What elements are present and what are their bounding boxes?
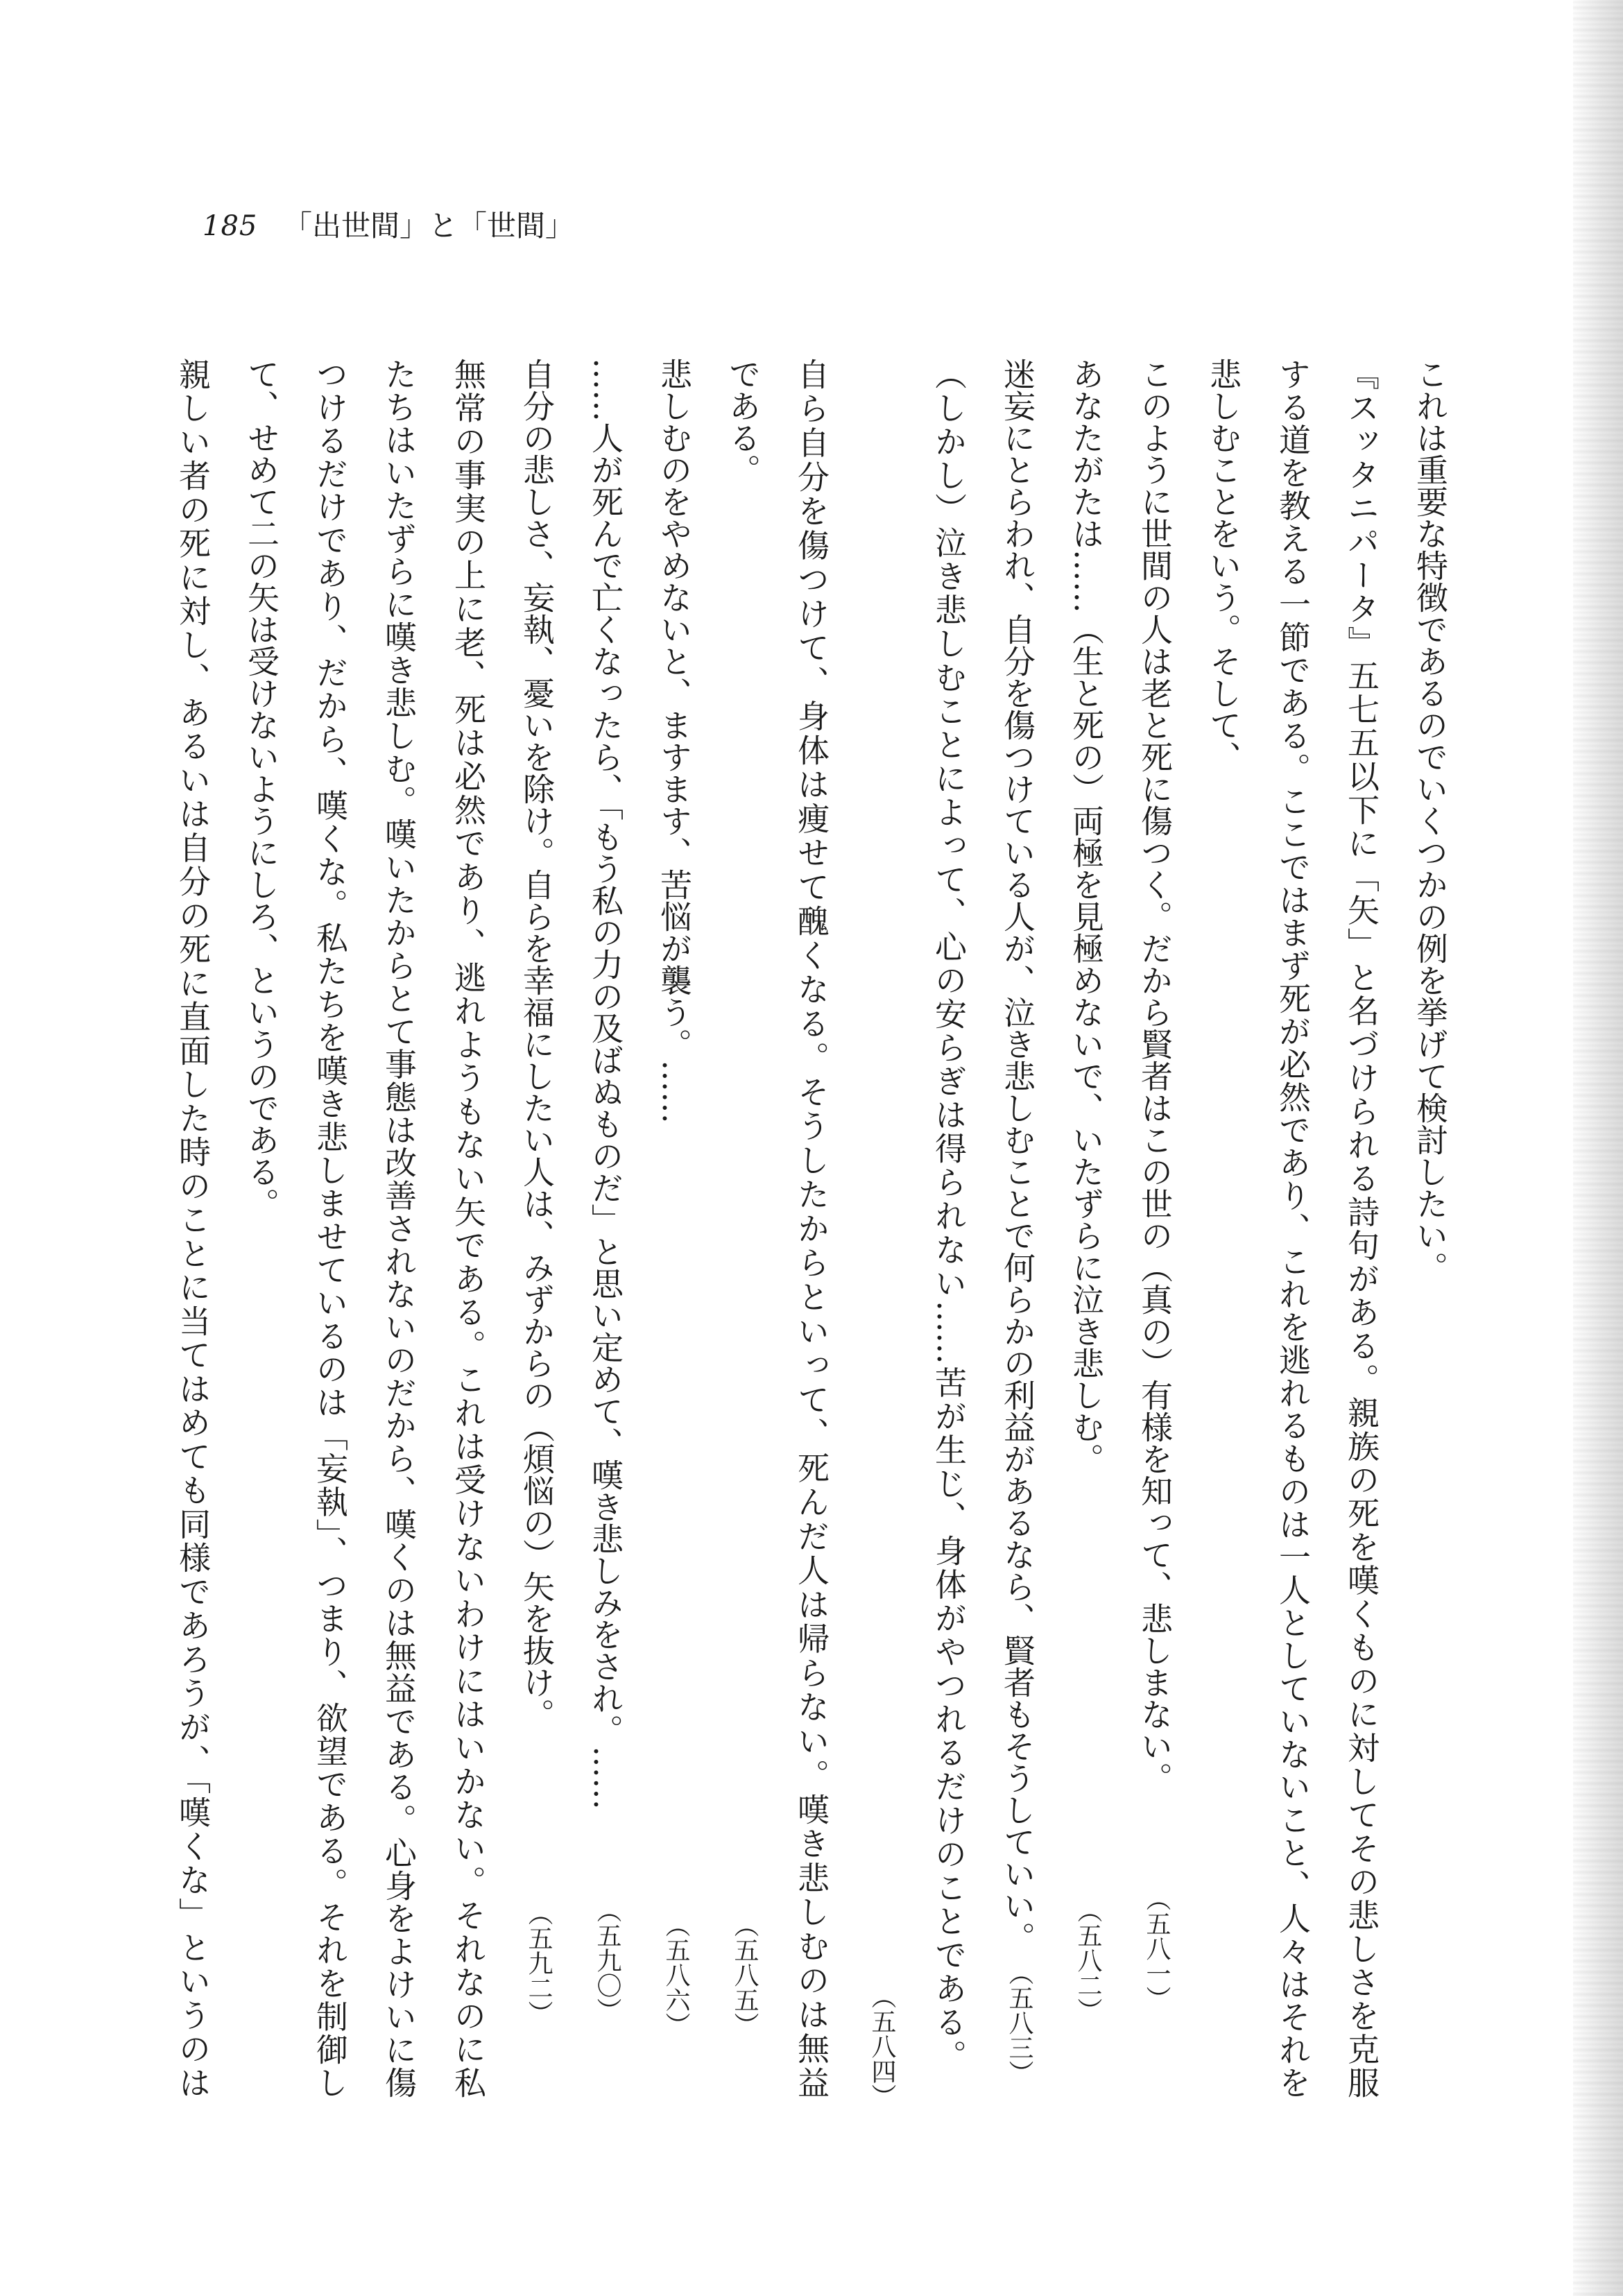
page-number: 185 xyxy=(203,210,258,242)
verse-number: （五八一） xyxy=(1142,1886,1171,2011)
verse-number: （五九二） xyxy=(524,1901,553,2025)
verse-number: （五八六） xyxy=(662,1912,690,2037)
text-line: 無常の事実の上に老、死は必然であり、逃れようもない矢である。これは受けないわけにはいかない。それなのに私 xyxy=(449,358,487,2098)
text-line: 『スッタニパータ』五七五以下に「矢」と名づけられる詩句がある。親族の死を嘆くものに対してその悲しさを克服 xyxy=(1343,358,1380,2098)
scan-edge-shadow xyxy=(1573,0,1623,2296)
text-line: これは重要な特徴であるのでいくつかの例を挙げて検討したい。 xyxy=(1411,358,1449,1283)
quoted-verse-line: 自分の悲しさ、妄執、憂いを除け。自らを幸福にしたい人は、みずからの（煩悩の）矢を抜け。 xyxy=(518,358,556,1730)
quoted-verse-line: 悲しむのをやめないと、ますます、苦悩が襲う。…… xyxy=(655,358,693,1124)
verse-number: （五八二） xyxy=(1074,1898,1102,2023)
text-line: たちはいたずらに嘆き悲しむ。嘆いたからとて事態は改善されないのだから、嘆くのは無益である。心身をよけいに傷 xyxy=(380,358,418,2098)
quoted-verse-line: あなたがたは……（生と死の）両極を見極めないで、いたずらに泣き悲しむ。 xyxy=(1067,358,1105,1475)
verse-number: （五九〇） xyxy=(593,1898,621,2023)
verse-number: （五八三） xyxy=(1005,1960,1033,2085)
verse-number: （五八四） xyxy=(868,1984,896,2109)
quoted-verse-line: である。 xyxy=(724,358,762,486)
text-line: 悲しむことをいう。そして、 xyxy=(1205,358,1242,773)
quoted-verse-line: このように世間の人は老と死に傷つく。だから賢者はこの世の（真の）有様を知って、悲しまない。 xyxy=(1136,358,1174,1794)
text-line: 親しい者の死に対し、あるいは自分の死に直面した時のことに当てはめても同様であろうが、「嘆くな」というのは xyxy=(174,358,212,2098)
verse-number: （五八五） xyxy=(730,1912,759,2037)
quoted-verse-line: 迷妄にとらわれ、自分を傷つけている人が、泣き悲しむことで何らかの利益があるなら、賢者もそうしていい。 xyxy=(999,358,1036,1953)
quoted-verse-line: ……人が死んで亡くなったら、「もう私の力の及ばぬものだ」と思い定めて、嘆き悲しみをされ。…… xyxy=(587,358,624,1810)
running-title: 「出世間」と「世間」 xyxy=(283,209,575,243)
text-line: する道を教える一節である。ここではまず死が必然であり、これを逃れるものは一人としていないこと、人々はそれを xyxy=(1274,358,1312,2098)
text-line: て、せめて二の矢は受けないようにしろ、というのである。 xyxy=(243,358,280,1219)
text-line: つけるだけであり、だから、嘆くな。私たちを嘆き悲しませているのは「妄執」、つまり、欲望である。それを制御し xyxy=(311,358,349,2098)
quoted-verse-line: （しかし）泣き悲しむことによって、心の安らぎは得られない……苦が生じ、身体がやつれるだけのことである。 xyxy=(930,358,968,2072)
quoted-verse-line: 自ら自分を傷つけて、身体は痩せて醜くなる。そうしたからといって、死んだ人は帰らない。嘆き悲しむのは無益 xyxy=(793,358,830,2099)
